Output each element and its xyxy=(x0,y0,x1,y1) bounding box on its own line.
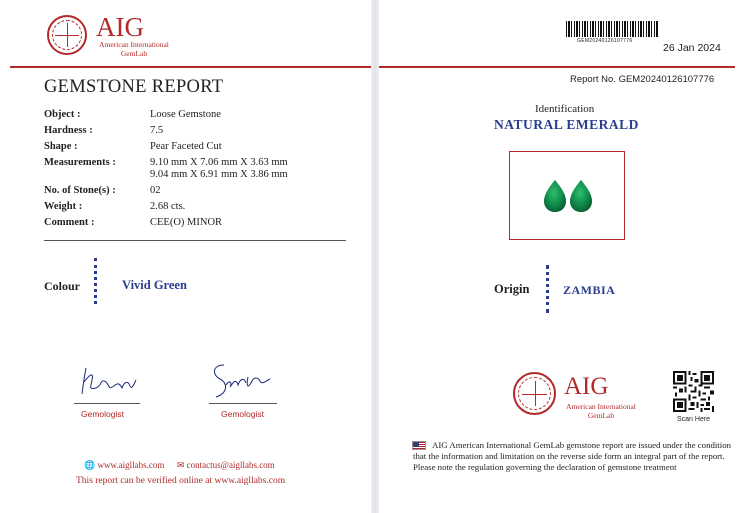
spec-value-stones: 02 xyxy=(150,185,161,196)
page-fold xyxy=(371,0,379,513)
report-number: Report No. GEM20240126107776 xyxy=(570,74,715,85)
envelope-icon: ✉ xyxy=(176,461,185,471)
aig-logo-text-footer: AIG xyxy=(564,373,609,400)
aig-logo-text: AIG xyxy=(96,12,144,42)
signature-1 xyxy=(78,364,140,398)
spec-value-weight: 2.68 cts. xyxy=(150,201,186,212)
spec-value-measurements-2: 9.04 mm X 6.91 mm X 3.86 mm xyxy=(150,169,288,180)
spec-label-hardness: Hardness : xyxy=(44,125,93,136)
website-link[interactable]: www.aigllabs.com xyxy=(97,460,165,470)
verify-text: This report can be verified online at www.aigllabs.com xyxy=(76,476,286,486)
identification-label: Identification xyxy=(535,103,595,115)
colour-label: Colour xyxy=(44,279,80,293)
identification-value: NATURAL EMERALD xyxy=(494,117,639,132)
spec-label-measurements: Measurements : xyxy=(44,157,116,168)
spec-label-comment: Comment : xyxy=(44,217,95,228)
signature-title-2: Gemologist xyxy=(221,409,264,419)
spec-label-shape: Shape : xyxy=(44,141,78,152)
page-title: GEMSTONE REPORT xyxy=(44,77,224,97)
spec-label-object: Object : xyxy=(44,109,81,120)
origin-value: ZAMBIA xyxy=(563,283,616,297)
aig-seal-logo-footer xyxy=(513,372,556,415)
spec-value-shape: Pear Faceted Cut xyxy=(150,141,222,152)
report-date: 26 Jan 2024 xyxy=(663,42,721,54)
scan-here-label: Scan Here xyxy=(677,416,711,423)
aig-logo-subtitle: American International GemLab xyxy=(99,40,169,58)
barcode-icon xyxy=(566,21,658,37)
spec-value-comment: CEE(O) MINOR xyxy=(150,217,223,228)
barcode-text: GEM20240126107776 xyxy=(577,38,633,44)
colour-divider-dots xyxy=(94,258,97,304)
qr-code-icon[interactable] xyxy=(673,371,714,412)
colour-value: Vivid Green xyxy=(122,278,187,292)
signature-line-2 xyxy=(209,403,277,404)
spec-value-object: Loose Gemstone xyxy=(150,109,221,120)
disclaimer-text: AIG American International GemLab gemstone report are issued under the condition that the information and limitation on the reverse side form an integral part of the report. Please note the regulation governing the declaration of gemstone treatment xyxy=(413,440,731,472)
aig-seal-logo xyxy=(47,15,87,55)
aig-logo-subtitle-footer: American International GemLab xyxy=(566,402,636,420)
emerald-stones-image xyxy=(540,178,596,214)
spec-divider xyxy=(44,240,346,241)
signature-2 xyxy=(208,359,278,403)
origin-divider-dots xyxy=(546,265,549,313)
spec-value-hardness: 7.5 xyxy=(150,125,164,136)
emerald-stone-1 xyxy=(544,180,566,212)
globe-icon: 🌐 xyxy=(84,461,96,471)
emerald-stone-2 xyxy=(570,180,592,212)
origin-label: Origin xyxy=(494,282,530,296)
signature-title-1: Gemologist xyxy=(81,409,124,419)
contact-line xyxy=(84,460,275,471)
header-rule-left xyxy=(10,66,371,68)
signature-line-1 xyxy=(74,403,140,404)
spec-value-measurements-1: 9.10 mm X 7.06 mm X 3.63 mm xyxy=(150,157,288,168)
spec-label-weight: Weight : xyxy=(44,201,83,212)
header-rule-right xyxy=(379,66,735,68)
spec-label-stones: No. of Stone(s) : xyxy=(44,185,116,196)
email-link[interactable]: contactus@aigllabs.com xyxy=(186,460,275,470)
